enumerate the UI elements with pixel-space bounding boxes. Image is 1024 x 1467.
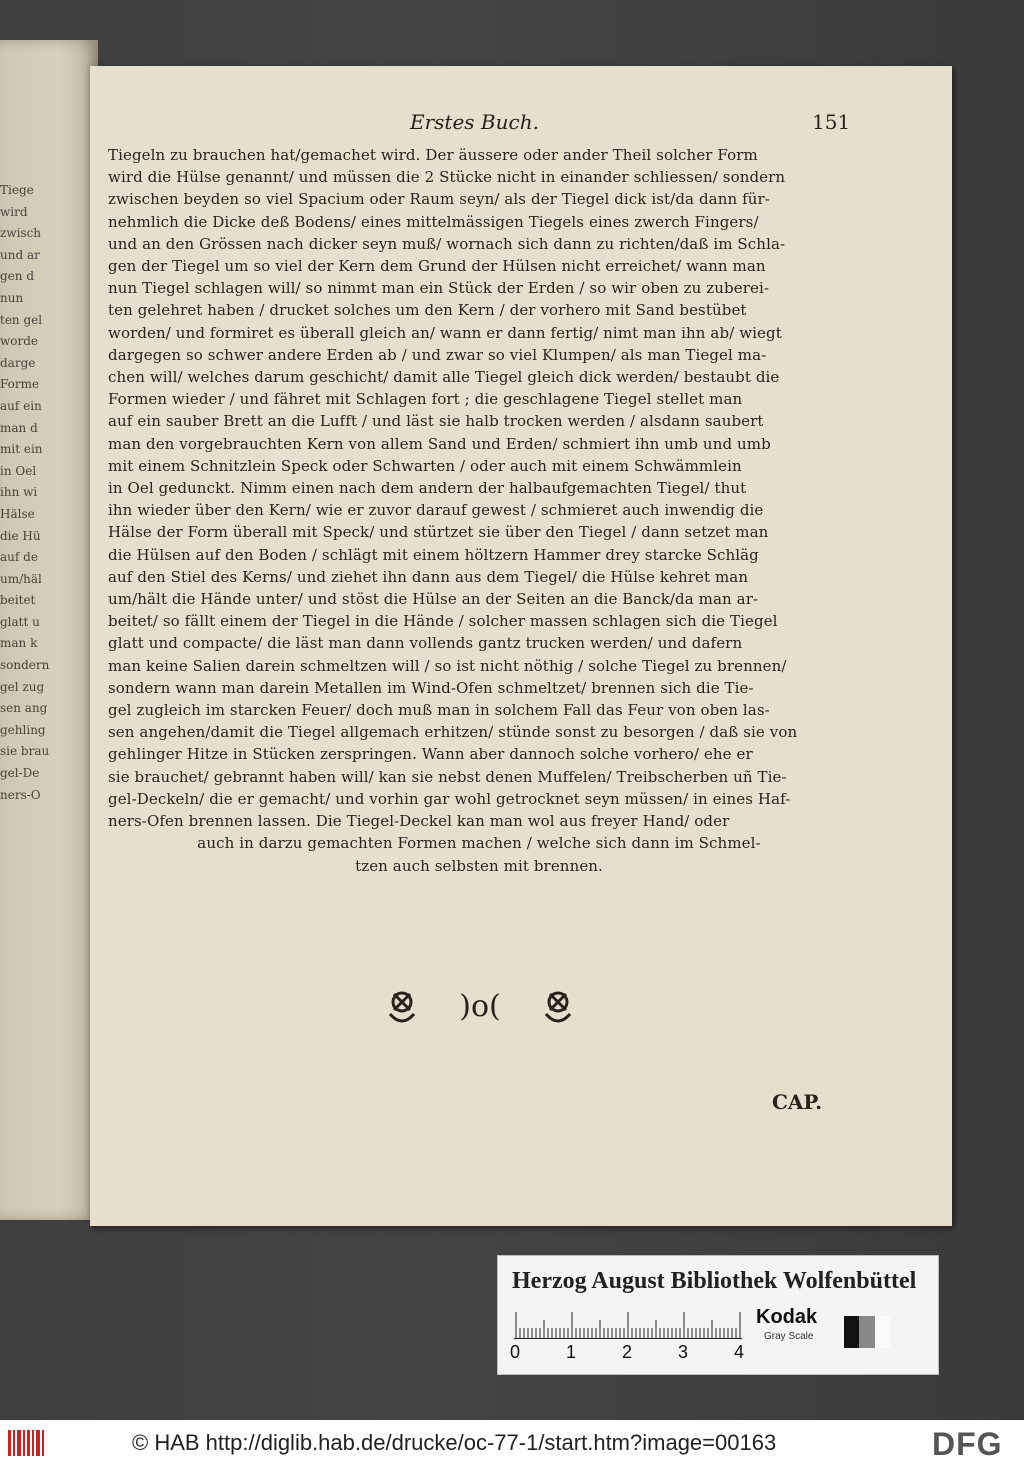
margin-fragment: glatt u [0,614,40,629]
text-line: und an den Grössen nach dicker seyn muß/ wornach sich dann zu richten/daß im Schla- [108,234,786,253]
closing-line: tzen auch selbsten mit brennen. [355,856,603,875]
ornament [380,984,580,1028]
text-line: ten gelehret haben / drucket solches um den Kern / der vorhero mit Sand bestübet [108,301,747,320]
ruler-number: 1 [566,1342,577,1362]
margin-fragment: zwisch [0,226,42,241]
margin-fragment: sie brau [0,744,50,759]
text-line: sen angehen/damit die Tiegel allgemach erhitzen/ stünde sonst zu besorgen / daß sie von [108,723,798,742]
flower-ornament-right [546,993,570,1021]
text-line: chen will/ welches darum geschicht/ damit alle Tiegel gleich dick werden/ bestaubt die [108,368,780,387]
library-name: Herzog August Bibliothek Wolfenbüttel [512,1268,917,1294]
text-line: man den vorgebrauchten Kern von allem Sand und Erden/ schmiert ihn umb und umb [108,434,771,453]
margin-fragment: man d [0,420,38,435]
text-line: ihn wieder über den Kern/ wie er zuvor darauf gewest / schmieret auch inwendig die [108,501,764,520]
text-line: Formen wieder / und fähret mit Schlagen fort ; die geschlagene Tiegel stellet man [108,390,743,409]
text-line: man keine Salien darein schmeltzen will / so ist nicht nöthig / solche Tiegel zu brennen/ [108,656,787,675]
dfg-logo: DFG [932,1426,1003,1462]
color-reference-card [497,1255,939,1375]
margin-fragment: wird [0,204,28,219]
text-line: in Oel gedunckt. Nimm einen nach dem andern der halbaufgemachten Tiegel/ thut [108,479,747,498]
text-line: ners-Ofen brennen lassen. Die Tiegel-Deckel kan man wol aus freyer Hand/ oder [108,812,730,831]
text-line: mit einem Schnitzlein Speck oder Schwarten / oder auch mit einem Schwämmlein [108,456,742,475]
margin-fragment: ners-O [0,787,41,802]
margin-fragment: worde [0,334,39,349]
text-line: gehlinger Hitze in Stücken zerspringen. Wann aber dannoch solche vorhero/ ehe er [108,745,753,764]
previous-page-edge [0,40,98,1220]
margin-fragment: Hälse [0,506,35,521]
ornament-center: )o( [459,989,501,1024]
text-line: auf ein sauber Brett an die Lufft / und läst sie halb trocken werden / alsdann saubert [108,412,764,431]
text-line: Tiegeln zu brauchen hat/gemachet wird. Der äussere oder ander Theil solcher Form [108,146,758,164]
ruler-number: 2 [622,1342,633,1362]
margin-fragment: Tiege [0,183,34,197]
text-line: nehmlich die Dicke deß Bodens/ eines mittelmässigen Tiegels eines zwerch Fingers/ [108,212,759,231]
previous-page-margin-text [0,180,66,806]
catchword: CAP. [772,1090,823,1114]
text-line: sondern wann man darein Metallen im Wind-Ofen schmeltzet/ brennen sich die Tie- [108,678,754,697]
gray-scale-label: Gray Scale [764,1331,814,1342]
text-line: nun Tiegel schlagen will/ so nimmt man ein Stück der Erden / so wir oben zu zuberei- [108,279,770,298]
margin-fragment: sen ang [0,701,48,716]
ruler-numbers [508,1342,748,1364]
text-line: sie brauchet/ gebrannt haben will/ kan sie nebst denen Muffelen/ Treibscherben uñ Tie- [108,767,787,786]
margin-fragment: gehling [0,722,46,737]
margin-fragment: in Oel [0,463,37,478]
margin-fragment: gel zug [0,679,45,694]
text-line: zwischen beyden so viel Spacium oder Raum seyn/ als der Tiegel dick ist/da dann für- [108,190,770,209]
text-line: gel zugleich im starcken Feuer/ doch muß man in solchem Fall das Feur von oben las- [108,701,770,720]
footer-bar [0,1420,1024,1467]
text-line: Hälse der Form überall mit Speck/ und stürtzet sie über den Tiegel / dann setzet man [108,523,769,542]
text-line: dargegen so schwer andere Erden ab / und zwar so viel Klumpen/ als man Tiegel ma- [108,345,767,364]
book-page [90,66,952,1226]
margin-fragment: ihn wi [0,485,38,500]
text-line: beitet/ so fällt einem der Tiegel in die Hände / solcher massen schlagen sich die Tiegel [108,612,778,631]
ruler-number: 3 [678,1342,689,1362]
margin-fragment: beitet [0,593,36,608]
margin-fragment: mit ein [0,442,43,457]
body-text [108,144,850,877]
margin-fragment: Forme [0,377,40,392]
text-line: glatt und compacte/ die läst man dann vollends gantz trucken werden/ und dafern [108,634,743,653]
ruler-number: 0 [510,1342,521,1362]
margin-fragment: nun [0,290,24,305]
margin-fragment: die Hü [0,528,41,543]
margin-fragment: auf de [0,550,38,565]
ruler-ticks [514,1308,742,1338]
barcode-icon [8,1430,48,1456]
margin-fragment: und ar [0,247,40,262]
margin-fragment: um/häl [0,571,42,586]
text-line: worden/ und formiret es überall gleich an/ wann er dann fertig/ nimt man ihn ab/ wiegt [108,323,782,342]
running-head: Erstes Buch. [410,110,539,134]
text-line: um/hält die Hände unter/ und stöst die Hülse an der Seiten an die Banck/da man ar- [108,590,759,609]
ruler-number: 4 [734,1342,745,1362]
text-line: wird die Hülse genannt/ und müssen die 2 Stücke nicht in einander schliessen/ sondern [108,168,786,187]
text-line: gen der Tiegel um so viel der Kern dem Grund der Hülsen nicht erreichet/ wann man [108,257,766,276]
page-number: 151 [812,110,851,134]
ruler [514,1308,742,1339]
margin-fragment: ten gel [0,312,43,327]
gray-scale-swatch [844,1316,890,1348]
text-line: die Hülsen auf den Boden / schlägt mit einem höltzern Hammer drey starcke Schläg [108,545,759,564]
margin-fragment: gen d [0,269,35,284]
text-line: gel-Deckeln/ die er gemacht/ und vorhin gar wohl getrocknet seyn müssen/ in eines Haf- [108,789,791,808]
text-line: auf den Stiel des Kerns/ und ziehet ihn dann aus dem Tiegel/ die Hülse kehret man [108,567,749,586]
closing-line: auch in darzu gemachten Formen machen / welche sich dann im Schmel- [197,834,761,853]
kodak-logo: Kodak [756,1306,818,1328]
margin-fragment: darge [0,355,36,370]
margin-fragment: man k [0,636,38,651]
margin-fragment: sondern [0,658,50,673]
flower-ornament-left [390,993,414,1021]
margin-fragment: gel-De [0,766,40,781]
permalink-text[interactable]: © HAB http://diglib.hab.de/drucke/oc-77-1/start.htm?image=00163 [132,1430,777,1455]
margin-fragment: auf ein [0,398,42,413]
